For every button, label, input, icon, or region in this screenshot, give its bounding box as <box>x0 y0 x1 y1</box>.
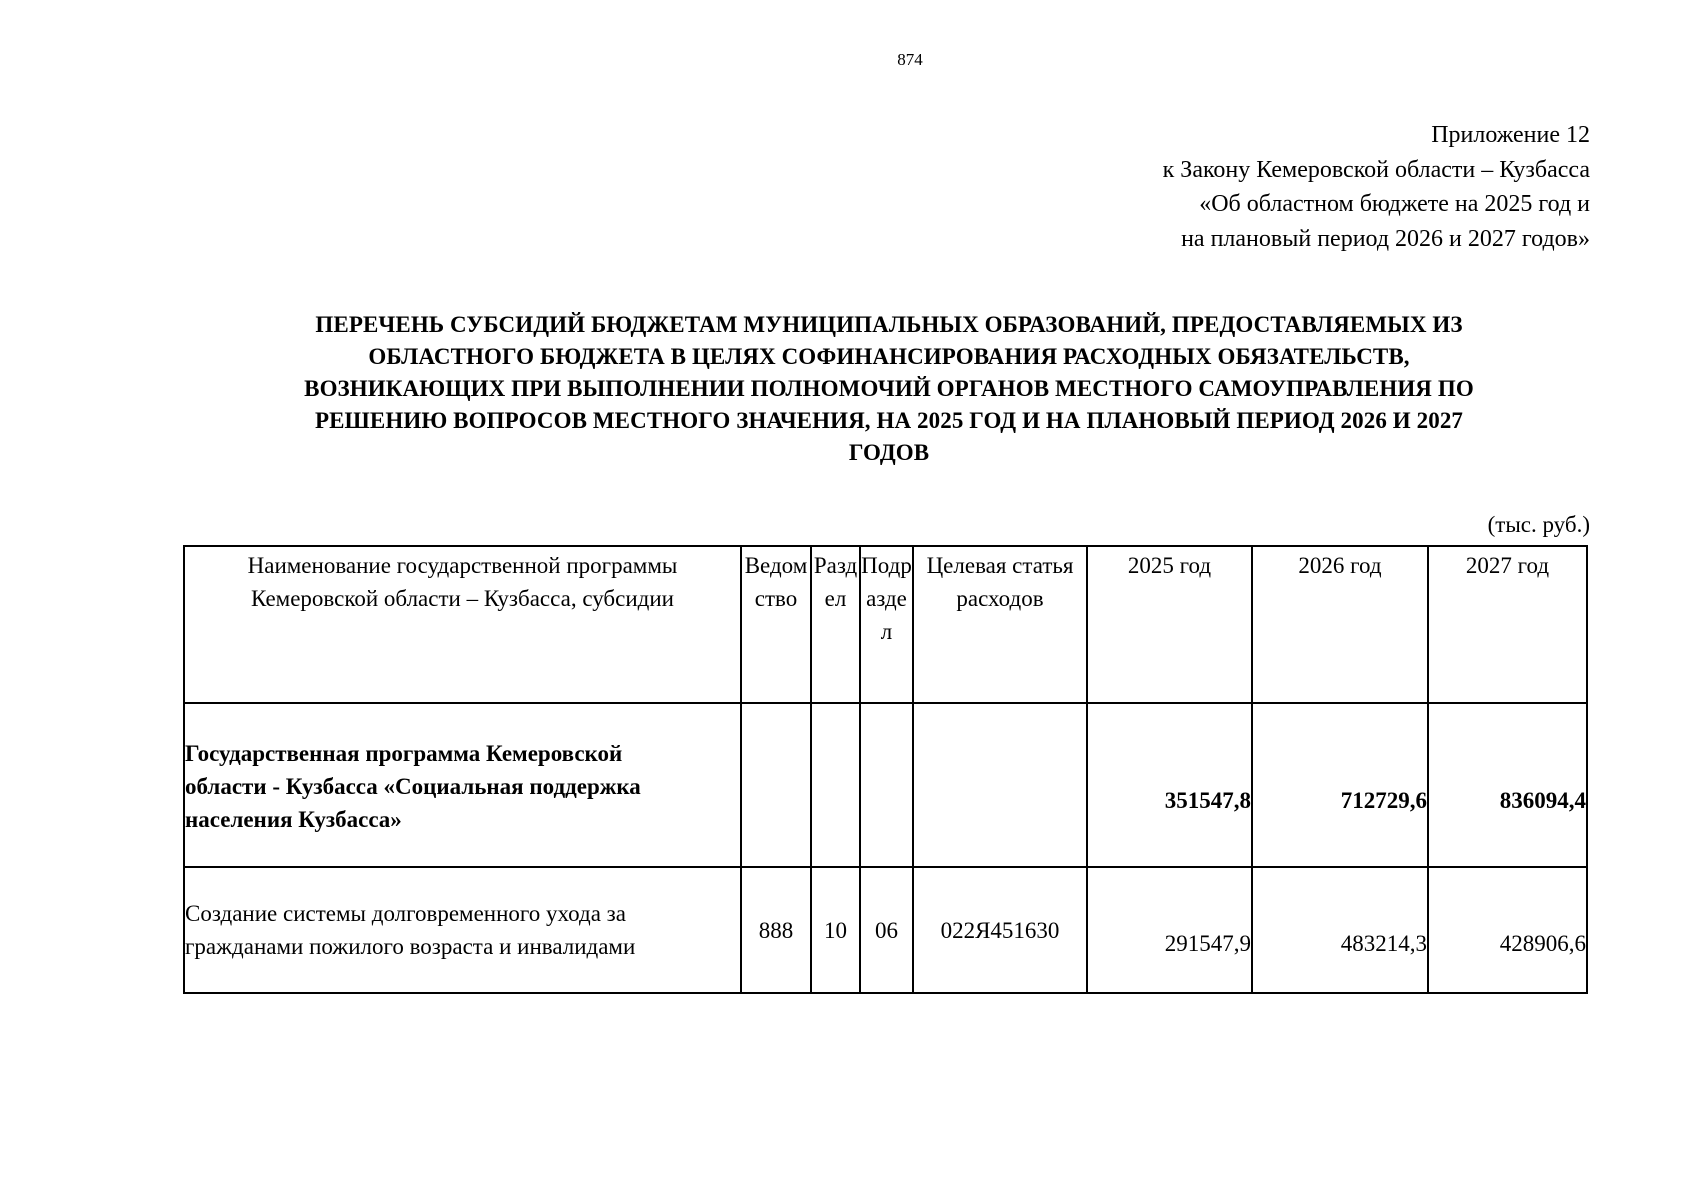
header-year-2026: 2026 год <box>1252 546 1428 703</box>
program-name-cell <box>184 703 741 867</box>
subsidy-name-cell <box>184 867 741 993</box>
appendix-line: на плановый период 2026 и 2027 годов» <box>1181 225 1590 252</box>
header-year-2025: 2025 год <box>1087 546 1252 703</box>
subsidy-amount-2025: 291547,9 <box>1087 867 1252 993</box>
program-ministry-cell <box>741 703 811 867</box>
program-amount-2026: 712729,6 <box>1252 703 1428 867</box>
appendix-line: «Об областном бюджете на 2025 год и <box>1199 191 1590 217</box>
header-program-name: Наименование государственной программы Кемеровской области – Кузбасса, субсидии <box>184 546 741 703</box>
program-name-line: населения Кузбасса» <box>185 806 402 832</box>
program-target-cell <box>913 703 1087 867</box>
subsidy-amount-2027: 428906,6 <box>1428 867 1587 993</box>
appendix-block <box>1163 118 1590 256</box>
table-header-row <box>184 546 1587 703</box>
header-section: Раздел <box>811 546 860 703</box>
program-name-line: области - Кузбасса «Социальная поддержка <box>185 773 641 799</box>
appendix-line: Приложение 12 <box>1431 122 1590 148</box>
subsidy-subsection-cell: 06 <box>860 867 913 993</box>
subsidy-name-line: Создание системы долговременного ухода за <box>185 901 626 926</box>
title-line: ОБЛАСТНОГО БЮДЖЕТА В ЦЕЛЯХ СОФИНАНСИРОВАНИЯ РАСХОДНЫХ ОБЯЗАТЕЛЬСТВ, <box>368 344 1410 369</box>
header-year-2027: 2027 год <box>1428 546 1587 703</box>
units-label: (тыс. руб.) <box>1487 512 1590 537</box>
program-amount-2025: 351547,8 <box>1087 703 1252 867</box>
document-title <box>185 309 1593 469</box>
subsidy-target-cell: 022Я451630 <box>913 867 1087 993</box>
title-line: ГОДОВ <box>848 440 930 465</box>
subsidy-name-line: гражданами пожилого возраста и инвалидами <box>185 934 636 959</box>
subsidy-amount-2026: 483214,3 <box>1252 867 1428 993</box>
header-ministry: Ведомство <box>741 546 811 703</box>
title-line: ПЕРЕЧЕНЬ СУБСИДИЙ БЮДЖЕТАМ МУНИЦИПАЛЬНЫХ ОБРАЗОВАНИЙ, ПРЕДОСТАВЛЯЕМЫХ ИЗ <box>315 312 1463 337</box>
header-target-article: Целевая статья расходов <box>913 546 1087 703</box>
page-number: 874 <box>897 50 923 69</box>
appendix-line: к Закону Кемеровской области – Кузбасса <box>1162 156 1590 183</box>
program-subsection-cell <box>860 703 913 867</box>
subsidy-ministry-cell: 888 <box>741 867 811 993</box>
program-name-line: Государственная программа Кемеровской <box>185 740 623 766</box>
program-amount-2027: 836094,4 <box>1428 703 1587 867</box>
program-section-cell <box>811 703 860 867</box>
header-subsection: Подраздел <box>860 546 913 703</box>
table-row-subsidy <box>184 867 1587 993</box>
title-line: РЕШЕНИЮ ВОПРОСОВ МЕСТНОГО ЗНАЧЕНИЯ, НА 2025 ГОД И НА ПЛАНОВЫЙ ПЕРИОД 2026 И 2027 <box>314 408 1464 433</box>
table-row-program <box>184 703 1587 867</box>
subsidy-table <box>183 545 1588 994</box>
subsidy-section-cell: 10 <box>811 867 860 993</box>
title-line: ВОЗНИКАЮЩИХ ПРИ ВЫПОЛНЕНИИ ПОЛНОМОЧИЙ ОРГАНОВ МЕСТНОГО САМОУПРАВЛЕНИЯ ПО <box>304 376 1474 401</box>
